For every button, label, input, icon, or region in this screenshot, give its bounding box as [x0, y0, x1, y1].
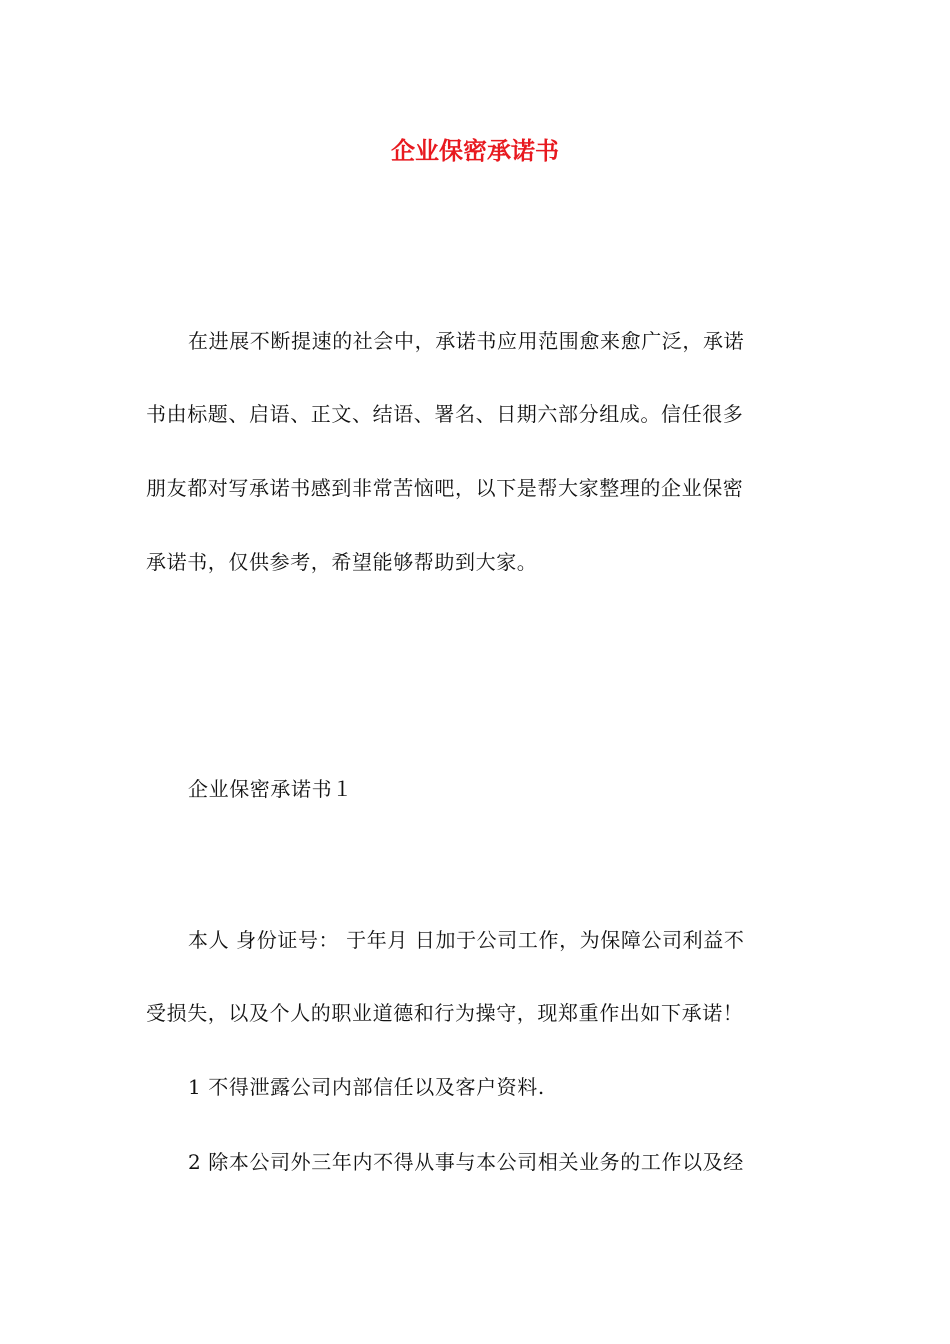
body-line-4: 2 除本公司外三年内不得从事与本公司相关业务的工作以及经 [188, 1150, 744, 1174]
intro-line-1: 在进展不断提速的社会中，承诺书应用范围愈来愈广泛，承诺 [188, 329, 745, 353]
document-title: 企业保密承诺书 [391, 136, 559, 165]
intro-line-2: 书由标题、启语、正文、结语、署名、日期六部分组成。信任很多 [146, 402, 744, 426]
intro-line-4: 承诺书，仅供参考，希望能够帮助到大家。 [146, 550, 538, 574]
body-line-2: 受损失，以及个人的职业道德和行为操守，现郑重作出如下承诺！ [146, 1001, 744, 1025]
intro-line-3: 朋友都对写承诺书感到非常苦恼吧，以下是帮大家整理的企业保密 [146, 476, 744, 500]
body-line-1: 本人 身份证号： 于年月 日加于公司工作，为保障公司利益不 [188, 928, 745, 952]
body-line-3: 1 不得泄露公司内部信任以及客户资料. [188, 1075, 545, 1099]
section-heading: 企业保密承诺书１ [188, 777, 353, 801]
